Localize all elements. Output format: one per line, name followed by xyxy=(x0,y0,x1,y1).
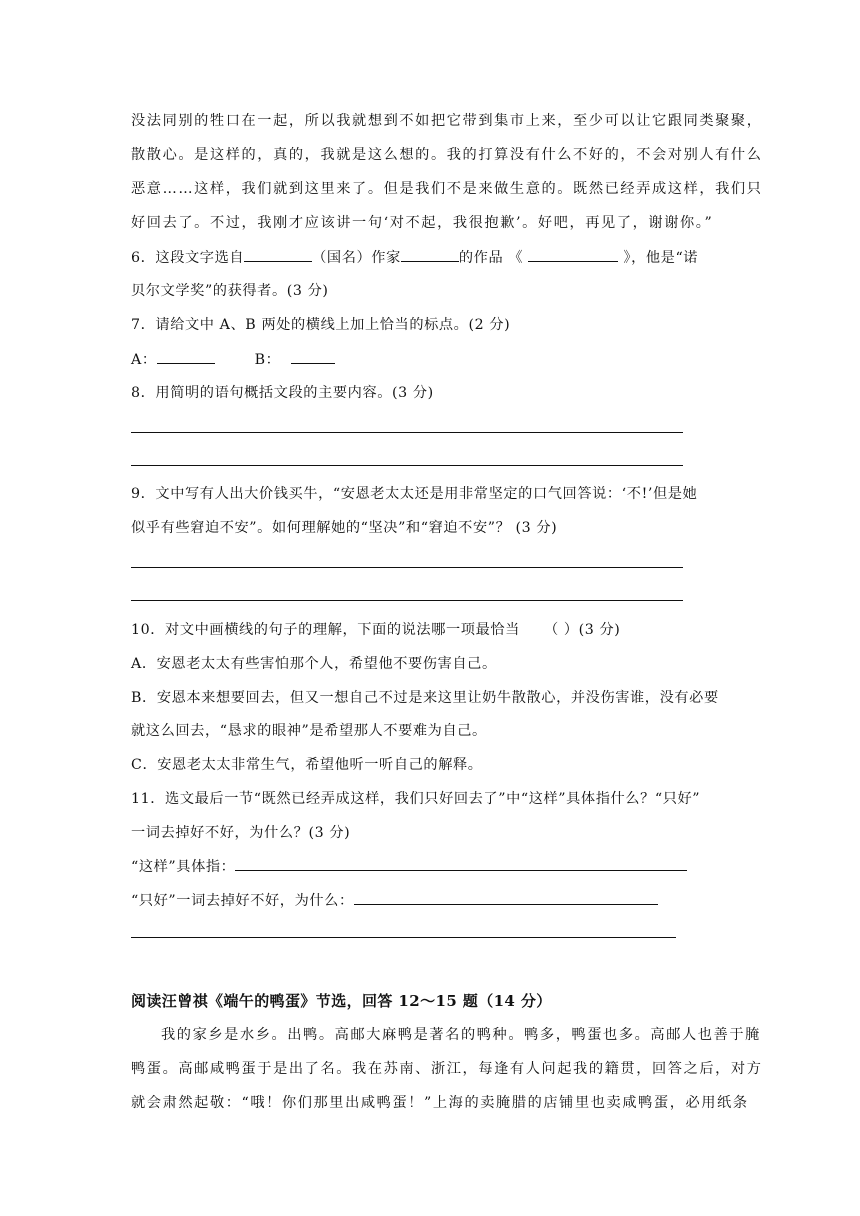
question-6-line-2: 贝尔文学奖”的获得者。(3 分) xyxy=(131,283,329,299)
question-8-text: 8．用简明的语句概括文段的主要内容。(3 分) xyxy=(131,385,434,401)
q10-option-a: A．安恩老太太有些害怕那个人，希望他不要伤害自己。 xyxy=(131,656,497,672)
question-7-answers xyxy=(131,349,741,370)
passage-line-2: 散散心。是这样的，真的，我就是这么想的。我的打算没有什么不好的，不会对别人有什么 xyxy=(131,147,763,163)
q11-prompt-2-text: “只好”一词去掉好不好，为什么： xyxy=(131,893,354,909)
q11-prompt-1-text: “这样”具体指： xyxy=(131,859,236,875)
q9-answer-line-2[interactable] xyxy=(131,600,683,601)
question-9-line-1: 9．文中写有人出大价钱买牛，“安恩老太太还是用非常坚定的口气回答说：‘不!’但是她 xyxy=(131,486,698,502)
q11-zheyang-blank[interactable] xyxy=(235,856,687,871)
question-11-line-2: 一词去掉好不好，为什么？(3 分) xyxy=(131,825,351,841)
q6-country-blank[interactable] xyxy=(244,247,312,262)
q10-option-b-line-1: B．安恩本来想要回去，但又一想自己不过是来这里让奶牛散散心，并没伤害谁，没有必要 xyxy=(131,690,719,706)
passage-line-1: 没法同别的牲口在一起，所以我就想到不如把它带到集市上来，至少可以让它跟同类聚聚， xyxy=(131,113,763,129)
section-2-line-2: 鸭蛋。高邮咸鸭蛋于是出了名。我在苏南、浙江，每逢有人问起我的籍贯，回答之后，对方 xyxy=(131,1061,763,1077)
q9-answer-line-1[interactable] xyxy=(131,567,683,568)
section-2-line-1: 我的家乡是水乡。出鸭。高邮大麻鸭是著名的鸭种。鸭多，鸭蛋也多。高邮人也善于腌 xyxy=(161,1027,761,1043)
q7-label-b: B： xyxy=(254,352,281,368)
q10-option-b-line-2: 就这么回去，“恳求的眼神”是希望那人不要难为自己。 xyxy=(131,723,487,739)
q10-answer-paren[interactable]: （ ）(3 分) xyxy=(543,622,621,638)
q11-answer-line[interactable] xyxy=(131,937,676,938)
q6-text-b: （国名）作家 xyxy=(312,250,401,266)
question-6-line-1 xyxy=(131,247,741,268)
section-2-heading: 阅读汪曾祺《端午的鸭蛋》节选，回答 12～15 题（14 分） xyxy=(131,992,552,1010)
q7-b-blank[interactable] xyxy=(291,349,335,364)
question-10-stem xyxy=(131,620,741,640)
q6-title-blank[interactable] xyxy=(528,247,618,262)
q10-option-c: C．安恩老太太非常生气，希望他听一听自己的解释。 xyxy=(131,757,483,773)
q7-a-blank[interactable] xyxy=(157,349,215,364)
q8-answer-line-2[interactable] xyxy=(131,465,683,466)
section-2-line-3: 就会肃然起敬：“哦！你们那里出咸鸭蛋！”上海的卖腌腊的店铺里也卖咸鸭蛋，必用纸条 xyxy=(131,1095,749,1111)
passage-line-3: 恶意……这样，我们就到这里来了。但是我们不是来做生意的。既然已经弄成这样，我们只 xyxy=(131,181,763,197)
q6-text-c: 的作品 《 xyxy=(458,250,524,266)
q8-answer-line-1[interactable] xyxy=(131,432,683,433)
question-11-line-1: 11．选文最后一节“既然已经弄成这样，我们只好回去了”中“这样”具体指什么？“只好” xyxy=(131,791,701,807)
question-9-line-2: 似乎有些窘迫不安”。如何理解她的“坚决”和“窘迫不安”？ (3 分) xyxy=(131,520,558,536)
q11-prompt-1 xyxy=(131,856,741,877)
q6-text-d: 》，他是“诺 xyxy=(623,250,699,266)
q6-text-a: 6．这段文字选自 xyxy=(131,250,245,266)
question-7-text: 7．请给文中 A、B 两处的横线上加上恰当的标点。(2 分) xyxy=(131,317,511,333)
q6-author-blank[interactable] xyxy=(401,247,459,262)
passage-line-4: 好回去了。不过，我刚才应该讲一句‘对不起，我很抱歉’。好吧，再见了，谢谢你。” xyxy=(131,215,714,231)
q11-prompt-2 xyxy=(131,890,741,911)
q7-label-a: A： xyxy=(131,352,157,368)
q10-stem-text: 10．对文中画横线的句子的理解，下面的说法哪一项最恰当 xyxy=(131,622,520,638)
q11-zhihao-blank[interactable] xyxy=(354,890,658,905)
